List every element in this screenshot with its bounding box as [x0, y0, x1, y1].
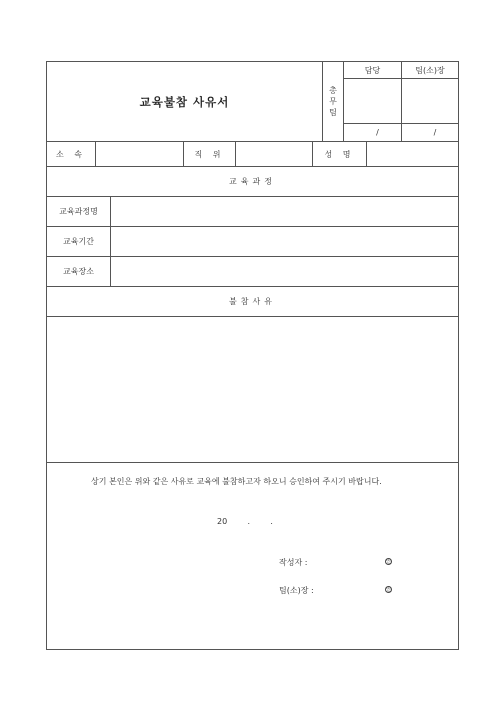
name-label: 성 명	[324, 149, 355, 159]
dept-char-3: 팀	[329, 108, 337, 117]
approval-col1-sign[interactable]	[344, 79, 401, 123]
dept-char-2: 무	[329, 97, 337, 106]
writer-seal-icon: 인	[386, 559, 391, 565]
affiliation-label: 소 속	[56, 149, 86, 159]
approval-col2-label: 팀(소)장	[415, 65, 445, 75]
course-place-field[interactable]	[111, 257, 458, 286]
border-bottom	[46, 649, 459, 650]
dept-label	[323, 62, 343, 141]
course-place-label: 교육장소	[63, 267, 94, 276]
declaration-text: 상기 본인은 위와 같은 사유로 교육에 불참하고자 하오니 승인하여 주시기 바랍니다.	[91, 477, 382, 486]
course-name-label: 교육과정명	[59, 207, 98, 216]
name-field[interactable]	[367, 142, 458, 166]
position-field[interactable]	[236, 142, 312, 166]
declaration-date[interactable]: 20 . .	[217, 517, 273, 526]
affiliation-field[interactable]	[96, 142, 183, 166]
approval-col2-date[interactable]: /	[433, 128, 437, 137]
course-section-header: 교육과정	[229, 177, 276, 186]
approval-col1-label: 담당	[364, 65, 381, 75]
writer-label: 작성자 :	[279, 558, 308, 567]
approval-col2-sign[interactable]	[402, 79, 458, 123]
divider-h-reason-body	[46, 462, 459, 463]
form-title: 교육불참 사유서	[139, 94, 230, 109]
leader-label: 팀(소)장 :	[279, 586, 314, 595]
approval-col1-date[interactable]: /	[376, 128, 379, 137]
reason-section-header: 불참사유	[229, 297, 276, 306]
course-period-label: 교육기간	[63, 237, 94, 246]
course-name-field[interactable]	[111, 197, 458, 226]
course-period-field[interactable]	[111, 227, 458, 256]
dept-char-1: 총	[329, 86, 337, 95]
leader-seal-icon: 인	[386, 587, 391, 593]
reason-field[interactable]	[47, 317, 458, 462]
position-label: 직 위	[194, 149, 225, 159]
border-right	[458, 61, 459, 650]
